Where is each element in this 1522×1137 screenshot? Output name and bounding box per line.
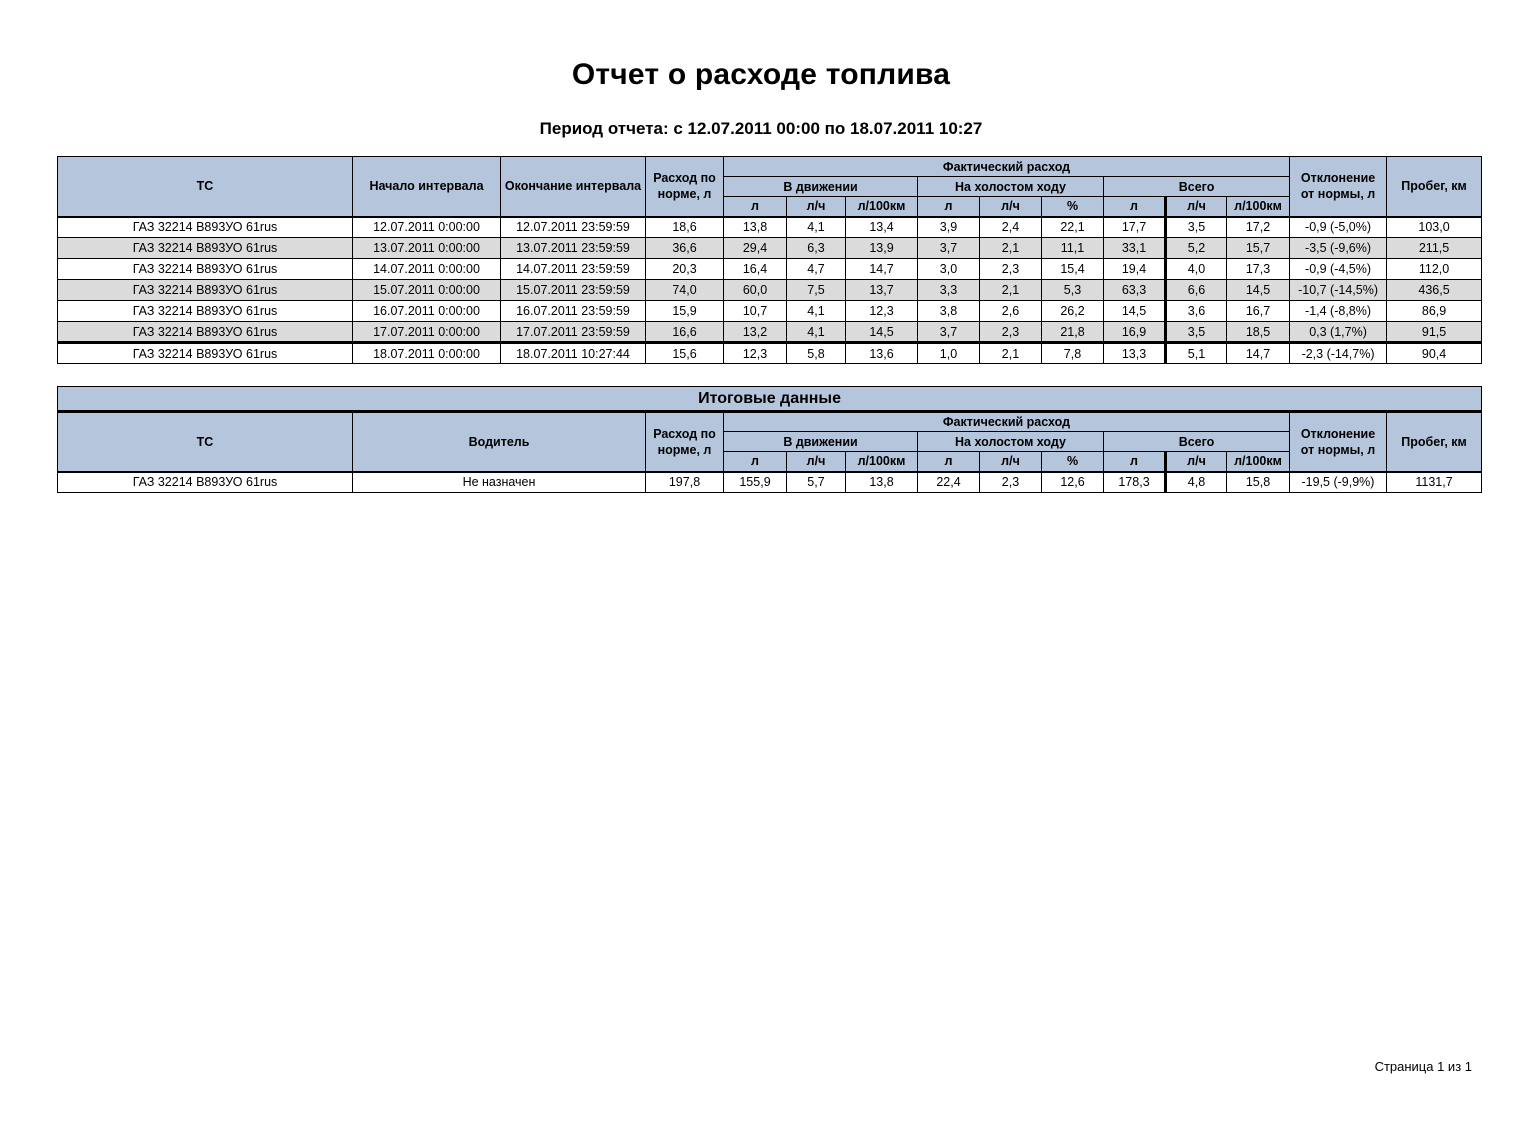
table-cell: 10,7 [724,301,787,322]
table-cell: 5,8 [787,343,846,364]
table-cell: 6,6 [1166,280,1227,301]
col-header-mileage: Пробег, км [1387,157,1482,217]
unit-header-total-l100: л/100км [1227,197,1290,217]
table-cell: -19,5 (-9,9%) [1290,472,1387,493]
table-row [58,322,1482,343]
table-row [58,343,1482,364]
table-cell: -10,7 (-14,5%) [1290,280,1387,301]
table-cell: 18,5 [1227,322,1290,343]
table-cell: ГАЗ 32214 В893УО 61rus [58,280,353,301]
table-row [58,217,1482,238]
table-cell: 16.07.2011 0:00:00 [353,301,501,322]
table-cell: 3,7 [918,238,980,259]
col-header-norm: Расход по норме, л [646,157,724,217]
table-row [58,280,1482,301]
table-cell: 17,3 [1227,259,1290,280]
table-cell: 0,3 (1,7%) [1290,322,1387,343]
table-cell: 4,1 [787,322,846,343]
table-cell: ГАЗ 32214 В893УО 61rus [58,472,353,493]
table-cell: 6,3 [787,238,846,259]
unit-header-total-l: л [1104,452,1166,472]
group-header-moving: В движении [724,432,918,452]
table-cell: 21,8 [1042,322,1104,343]
table-cell: 3,8 [918,301,980,322]
table-cell: 14,5 [1227,280,1290,301]
group-header-total: Всего [1104,177,1290,197]
table-cell: 15,9 [646,301,724,322]
page-number: Страница 1 из 1 [1374,1059,1472,1074]
table-cell: 7,8 [1042,343,1104,364]
table-cell: 18.07.2011 0:00:00 [353,343,501,364]
table-cell: 18.07.2011 10:27:44 [501,343,646,364]
summary-table [57,386,1482,493]
table-cell: 15,4 [1042,259,1104,280]
table-cell: 12,3 [846,301,918,322]
table-cell: -0,9 (-4,5%) [1290,259,1387,280]
table-cell: 3,5 [1166,217,1227,238]
table-cell: 5,7 [787,472,846,493]
table-cell: 3,9 [918,217,980,238]
unit-header-moving-lh: л/ч [787,197,846,217]
report-page [0,58,1522,1074]
table-cell: 3,5 [1166,322,1227,343]
table-cell: 13,8 [846,472,918,493]
table-cell: 63,3 [1104,280,1166,301]
table-cell: 15,7 [1227,238,1290,259]
group-header-idle: На холостом ходу [918,177,1104,197]
col-header-driver: Водитель [353,412,646,472]
table-cell: 17,2 [1227,217,1290,238]
table-cell: -3,5 (-9,6%) [1290,238,1387,259]
table-cell: 74,0 [646,280,724,301]
unit-header-total-l: л [1104,197,1166,217]
table-cell: 13,3 [1104,343,1166,364]
table-cell: 5,3 [1042,280,1104,301]
report-period: Период отчета: с 12.07.2011 00:00 по 18.07.2011 10:27 [539,119,983,138]
col-header-mileage: Пробег, км [1387,412,1482,472]
table-cell: ГАЗ 32214 В893УО 61rus [58,238,353,259]
fuel-consumption-table [57,156,1482,364]
table-cell: 17.07.2011 0:00:00 [353,322,501,343]
table-cell: -0,9 (-5,0%) [1290,217,1387,238]
table-cell: 86,9 [1387,301,1482,322]
unit-header-moving-l: л [724,197,787,217]
group-header-idle: На холостом ходу [918,432,1104,452]
table-cell: 3,7 [918,322,980,343]
table-cell: 26,2 [1042,301,1104,322]
fuel-table-header [58,157,1482,217]
col-header-tc: ТС [58,157,353,217]
table-cell: 14,7 [1227,343,1290,364]
col-header-deviation: Отклонение от нормы, л [1290,157,1387,217]
table-cell: 14.07.2011 0:00:00 [353,259,501,280]
table-cell: 4,7 [787,259,846,280]
col-header-interval-end: Окончание интервала [501,157,646,217]
report-title: Отчет о расходе топлива [571,58,951,91]
col-header-interval-start: Начало интервала [353,157,501,217]
table-cell: 13,2 [724,322,787,343]
unit-header-total-l100: л/100км [1227,452,1290,472]
unit-header-idle-pct: % [1042,452,1104,472]
table-cell: 22,1 [1042,217,1104,238]
table-cell: 12.07.2011 0:00:00 [353,217,501,238]
table-cell: 13.07.2011 0:00:00 [353,238,501,259]
table-cell: 13,8 [724,217,787,238]
unit-header-moving-l100: л/100км [846,197,918,217]
table-cell: ГАЗ 32214 В893УО 61rus [58,301,353,322]
table-cell: 1131,7 [1387,472,1482,493]
table-cell: 13,7 [846,280,918,301]
table-cell: -2,3 (-14,7%) [1290,343,1387,364]
table-cell: 2,4 [980,217,1042,238]
table-cell: 17,7 [1104,217,1166,238]
table-cell: 14,7 [846,259,918,280]
table-row [58,259,1482,280]
summary-table-header [58,387,1482,472]
table-cell: 16,7 [1227,301,1290,322]
table-cell: ГАЗ 32214 В893УО 61rus [58,259,353,280]
unit-header-total-lh: л/ч [1166,197,1227,217]
table-cell: 16,9 [1104,322,1166,343]
table-cell: 2,3 [980,259,1042,280]
table-cell: 4,1 [787,217,846,238]
table-cell: 4,1 [787,301,846,322]
table-cell: 4,0 [1166,259,1227,280]
table-cell: 2,3 [980,472,1042,493]
table-cell: 2,1 [980,280,1042,301]
table-cell: 60,0 [724,280,787,301]
table-cell: 15.07.2011 0:00:00 [353,280,501,301]
table-cell: 13.07.2011 23:59:59 [501,238,646,259]
table-cell: 1,0 [918,343,980,364]
table-cell: 16,6 [646,322,724,343]
table-cell: 14,5 [846,322,918,343]
summary-table-body [58,472,1482,493]
table-row [58,472,1482,493]
col-header-norm: Расход по норме, л [646,412,724,472]
table-row [58,301,1482,322]
table-row [58,238,1482,259]
table-cell: 211,5 [1387,238,1482,259]
table-cell: 16,4 [724,259,787,280]
table-cell: 2,6 [980,301,1042,322]
table-cell: 13,6 [846,343,918,364]
table-cell: 14,5 [1104,301,1166,322]
table-cell: 5,1 [1166,343,1227,364]
unit-header-moving-lh: л/ч [787,452,846,472]
table-cell: 12,3 [724,343,787,364]
table-cell: 19,4 [1104,259,1166,280]
table-cell: 178,3 [1104,472,1166,493]
table-cell: Не назначен [353,472,646,493]
unit-header-total-lh: л/ч [1166,452,1227,472]
unit-header-idle-l: л [918,197,980,217]
table-cell: 16.07.2011 23:59:59 [501,301,646,322]
table-cell: 13,9 [846,238,918,259]
table-cell: 2,3 [980,322,1042,343]
table-cell: 33,1 [1104,238,1166,259]
table-cell: 20,3 [646,259,724,280]
summary-title: Итоговые данные [58,387,1482,412]
table-cell: 103,0 [1387,217,1482,238]
table-cell: 15.07.2011 23:59:59 [501,280,646,301]
table-cell: 155,9 [724,472,787,493]
table-cell: 2,1 [980,238,1042,259]
table-cell: ГАЗ 32214 В893УО 61rus [58,217,353,238]
table-cell: 90,4 [1387,343,1482,364]
table-cell: 15,8 [1227,472,1290,493]
table-cell: ГАЗ 32214 В893УО 61rus [58,322,353,343]
unit-header-idle-lh: л/ч [980,452,1042,472]
unit-header-idle-l: л [918,452,980,472]
table-cell: 29,4 [724,238,787,259]
table-cell: 197,8 [646,472,724,493]
table-cell: 36,6 [646,238,724,259]
table-cell: 13,4 [846,217,918,238]
table-cell: -1,4 (-8,8%) [1290,301,1387,322]
table-cell: 22,4 [918,472,980,493]
unit-header-idle-lh: л/ч [980,197,1042,217]
unit-header-moving-l100: л/100км [846,452,918,472]
table-cell: 4,8 [1166,472,1227,493]
table-cell: 3,6 [1166,301,1227,322]
unit-header-moving-l: л [724,452,787,472]
table-cell: 2,1 [980,343,1042,364]
table-cell: 14.07.2011 23:59:59 [501,259,646,280]
table-cell: 91,5 [1387,322,1482,343]
table-cell: 3,0 [918,259,980,280]
group-header-moving: В движении [724,177,918,197]
table-cell: 11,1 [1042,238,1104,259]
table-cell: ГАЗ 32214 В893УО 61rus [58,343,353,364]
table-cell: 18,6 [646,217,724,238]
table-cell: 3,3 [918,280,980,301]
group-header-actual: Фактический расход [724,412,1290,432]
col-header-deviation: Отклонение от нормы, л [1290,412,1387,472]
unit-header-idle-pct: % [1042,197,1104,217]
fuel-table-body [58,217,1482,364]
table-cell: 15,6 [646,343,724,364]
table-cell: 7,5 [787,280,846,301]
table-cell: 112,0 [1387,259,1482,280]
table-cell: 12,6 [1042,472,1104,493]
table-cell: 12.07.2011 23:59:59 [501,217,646,238]
group-header-actual: Фактический расход [724,157,1290,177]
col-header-tc: ТС [58,412,353,472]
table-cell: 436,5 [1387,280,1482,301]
group-header-total: Всего [1104,432,1290,452]
table-cell: 5,2 [1166,238,1227,259]
table-cell: 17.07.2011 23:59:59 [501,322,646,343]
